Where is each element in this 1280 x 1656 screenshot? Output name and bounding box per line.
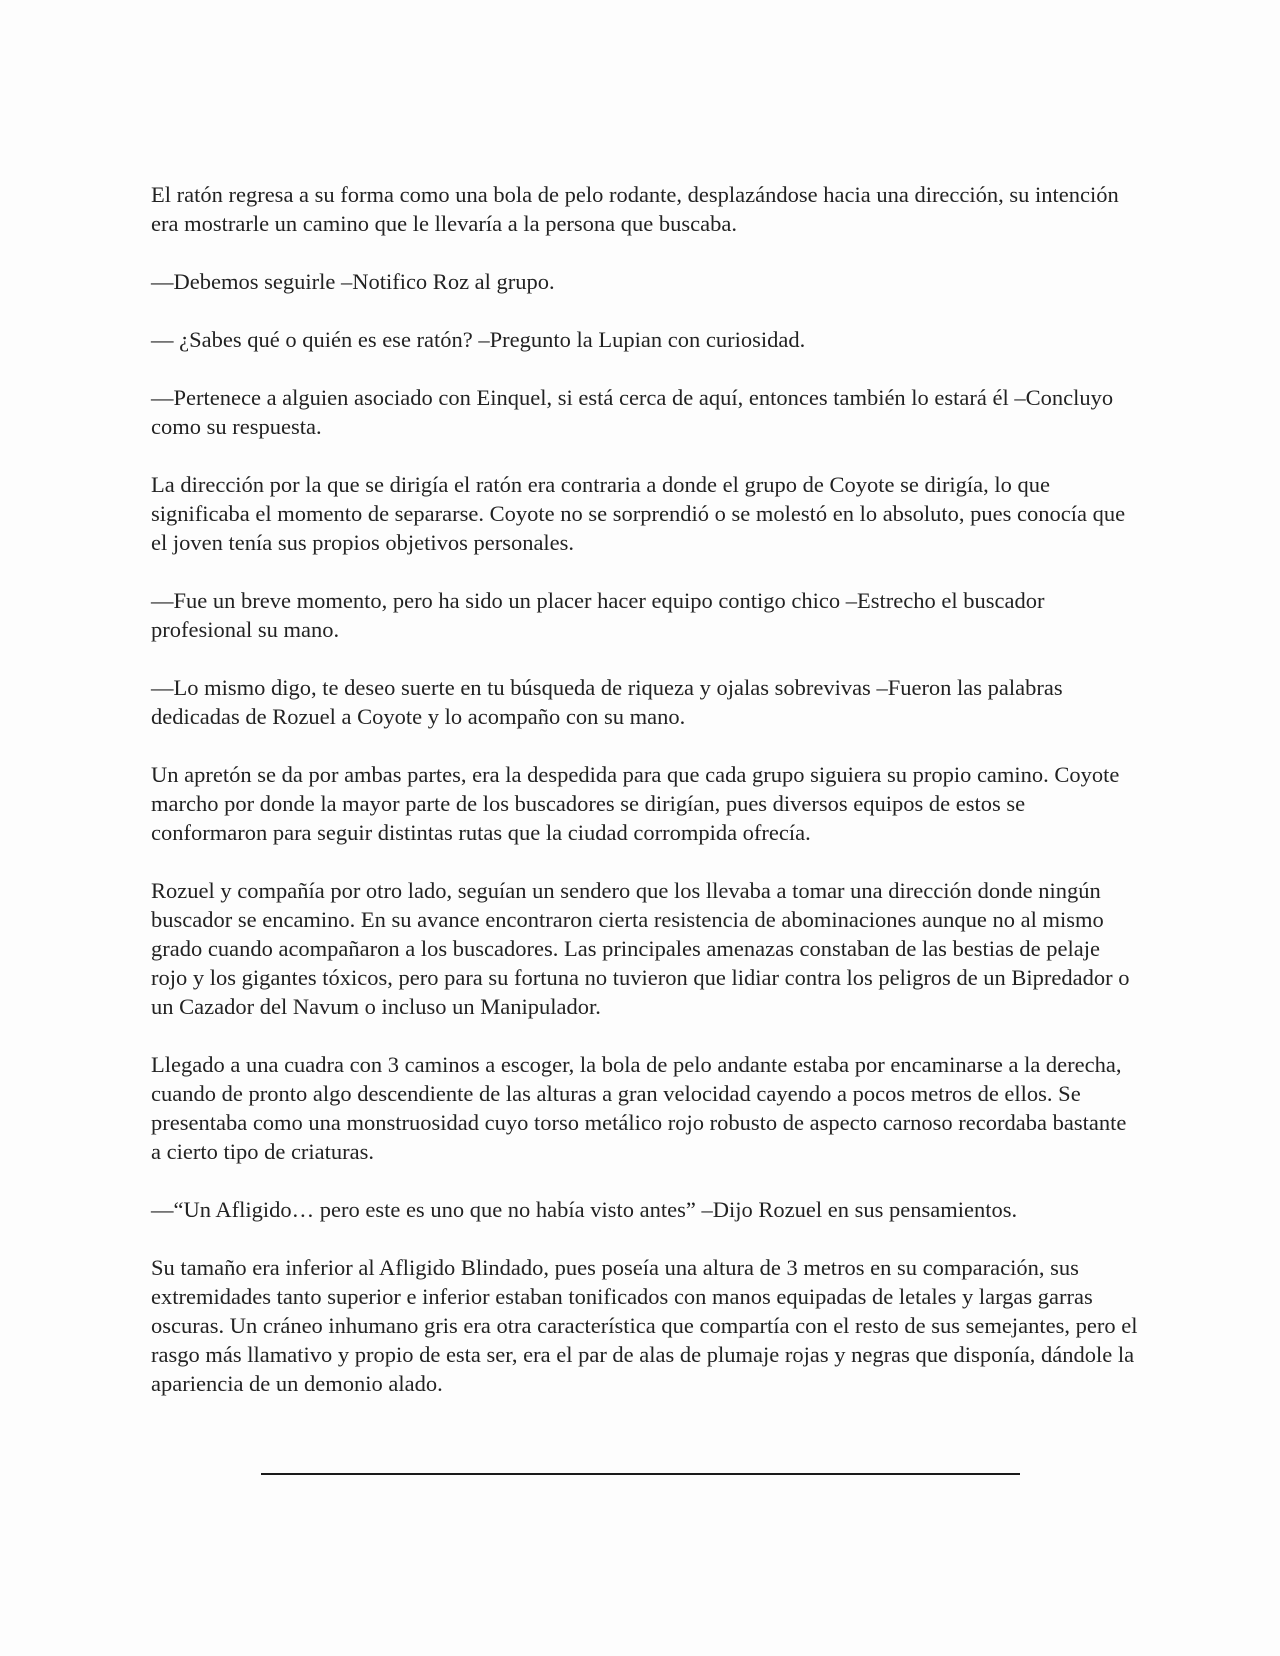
paragraph: Llegado a una cuadra con 3 caminos a escoger, la bola de pelo andante estaba por encaminarse a la derecha, cuando de pronto algo descendiente de las alturas a gran velocidad cayendo a pocos metros de ellos. Se presentaba como una monstruosidad cuyo torso metálico rojo robusto de aspecto carnoso recordaba bastante a cierto tipo de criaturas. <box>151 1052 1127 1164</box>
paragraph: Un apretón se da por ambas partes, era la despedida para que cada grupo siguiera su propio camino. Coyote marcho por donde la mayor parte de los buscadores se dirigían, pues diversos equipos de estos se conformaron para seguir distintas rutas que la ciudad corrompida ofrecía. <box>151 762 1120 845</box>
paragraph: — ¿Sabes qué o quién es ese ratón? –Pregunto la Lupian con curiosidad. <box>151 327 806 352</box>
paragraph: —Lo mismo digo, te deseo suerte en tu búsqueda de riqueza y ojalas sobrevivas –Fueron las palabras dedicadas de Rozuel a Coyote y lo acompaño con su mano. <box>151 675 1063 729</box>
paragraph: —Pertenece a alguien asociado con Einquel, si está cerca de aquí, entonces también lo estará él –Concluyo como su respuesta. <box>151 385 1114 439</box>
paragraph: Rozuel y compañía por otro lado, seguían un sendero que los llevaba a tomar una dirección donde ningún buscador se encamino. En su avance encontraron cierta resistencia de abominaciones aunque no al mismo grado cuando acompañaron a los buscadores. Las principales amenazas constaban de las bestias de pelaje rojo y los gigantes tóxicos, pero para su fortuna no tuvieron que lidiar contra los peligros de un Bipredador o un Cazador del Navum o incluso un Manipulador. <box>151 878 1130 1019</box>
document-body <box>151 180 1141 1427</box>
paragraph: Su tamaño era inferior al Afligido Blindado, pues poseía una altura de 3 metros en su comparación, sus extremidades tanto superior e inferior estaban tonificados con manos equipadas de letales y largas garras oscuras. Un cráneo inhumano gris era otra característica que compartía con el resto de sus semejantes, pero el rasgo más llamativo y propio de esta ser, era el par de alas de plumaje rojas y negras que disponía, dándole la apariencia de un demonio alado. <box>151 1255 1138 1396</box>
paragraph: La dirección por la que se dirigía el ratón era contraria a donde el grupo de Coyote se dirigía, lo que significaba el momento de separarse. Coyote no se sorprendió o se molestó en lo absoluto, pues conocía que el joven tenía sus propios objetivos personales. <box>151 472 1126 555</box>
paragraph: —Debemos seguirle –Notifico Roz al grupo. <box>151 269 555 294</box>
paragraph: —“Un Afligido… pero este es uno que no había visto antes” –Dijo Rozuel en sus pensamientos. <box>151 1197 1018 1222</box>
section-divider <box>261 1473 1020 1475</box>
paragraph: —Fue un breve momento, pero ha sido un placer hacer equipo contigo chico –Estrecho el buscador profesional su mano. <box>151 588 1045 642</box>
paragraph: El ratón regresa a su forma como una bola de pelo rodante, desplazándose hacia una dirección, su intención era mostrarle un camino que le llevaría a la persona que buscaba. <box>151 182 1119 236</box>
